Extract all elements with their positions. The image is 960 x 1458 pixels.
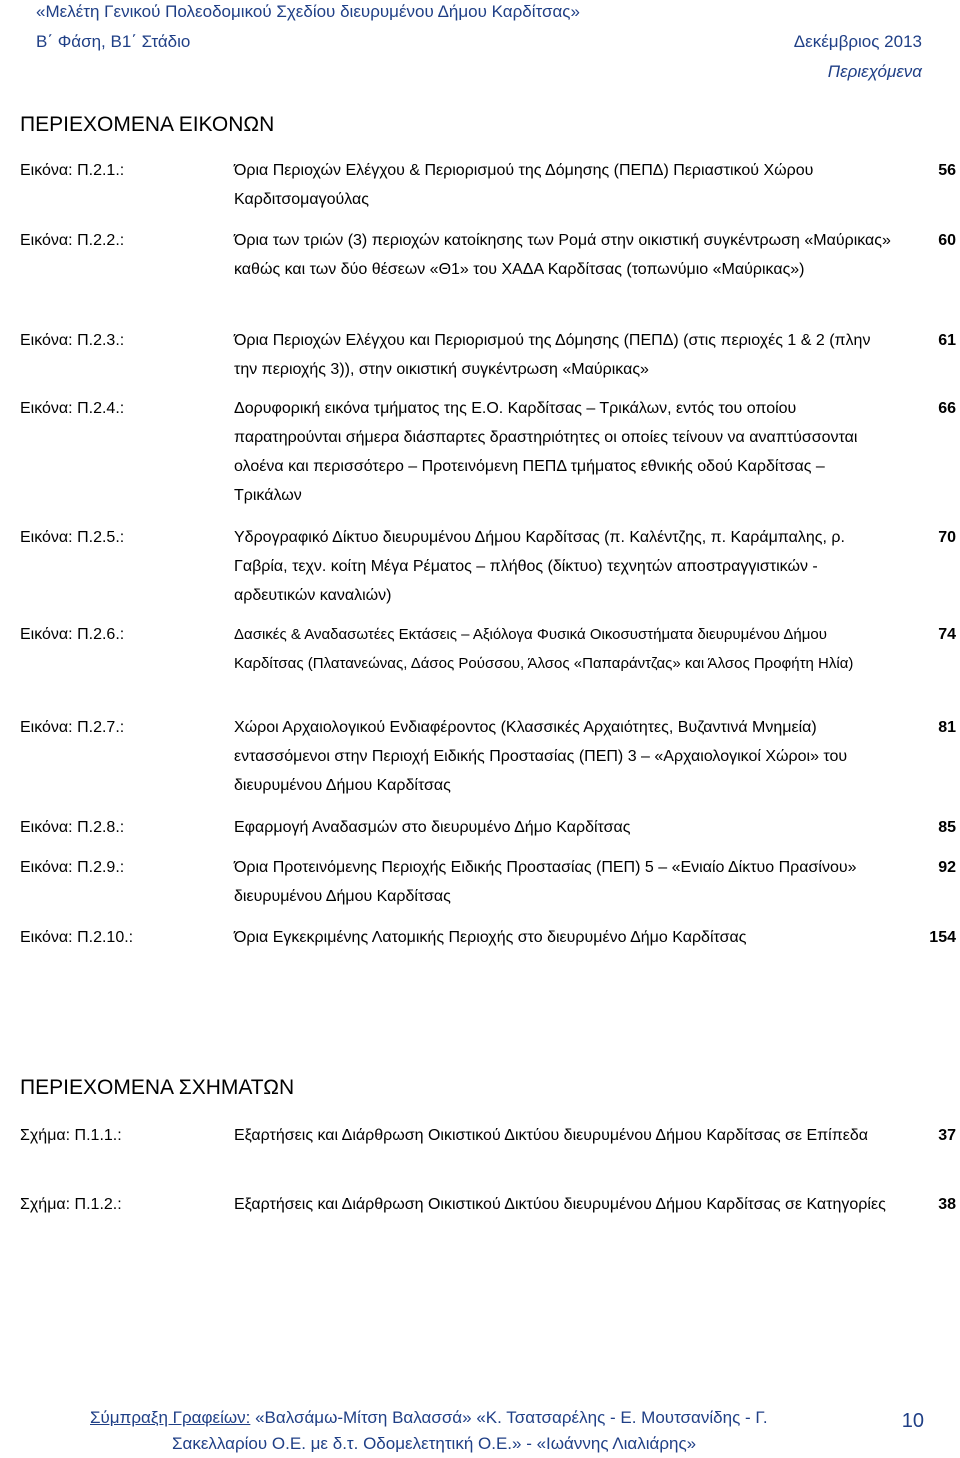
figure-label: Εικόνα: Π.2.10.:	[20, 929, 134, 946]
figure-page: 56	[938, 162, 956, 179]
figures-heading: ΠΕΡΙΕΧΟΜΕΝΑ ΕΙΚΟΝΩΝ	[20, 113, 275, 136]
footer-prefix: Σύμπραξη Γραφείων:	[90, 1408, 251, 1427]
figure-page: 85	[938, 819, 956, 836]
figure-label: Εικόνα: Π.2.1.:	[20, 162, 125, 179]
figure-label: Εικόνα: Π.2.7.:	[20, 719, 125, 736]
figure-title: Δορυφορική εικόνα τμήματος της Ε.Ο. Καρδίτσας – Τρικάλων, εντός του οποίου παρατηρούνται σήμερα διάσπαρτες δραστηριότητες οι οποίες τείνουν να αναπτύσσονται ολοένα και περισσότερο – Προτεινόμενη ΠΕΠΔ τμήματος εθνικής οδού Καρδίτσας – Τρικάλων	[234, 400, 858, 504]
footer-partners-2: Σακελλαρίου Ο.Ε. με δ.τ. Οδομελετητική Ο.Ε.» - «Ιωάννης Λιαλιάρης»	[172, 1434, 697, 1453]
figure-page: 60	[938, 232, 956, 249]
figure-page: 70	[938, 529, 956, 546]
figure-title: Όρια Προτεινόμενης Περιοχής Ειδικής Προστασίας (ΠΕΠ) 5 – «Ενιαίο Δίκτυο Πρασίνου» διευρυμένου Δήμου Καρδίτσας	[234, 859, 857, 905]
scheme-label: Σχήμα: Π.1.1.:	[20, 1127, 122, 1144]
scheme-label: Σχήμα: Π.1.2.:	[20, 1196, 122, 1213]
figure-label: Εικόνα: Π.2.2.:	[20, 232, 125, 249]
figure-page: 154	[929, 929, 956, 946]
schemes-heading: ΠΕΡΙΕΧΟΜΕΝΑ ΣΧΗΜΑΤΩΝ	[20, 1076, 295, 1099]
figure-title: Όρια των τριών (3) περιοχών κατοίκησης των Ρομά στην οικιστική συγκέντρωση «Μαύρικας» καθώς και των δύο θέσεων «Θ1» του ΧΑΔΑ Καρδίτσας (τοπωνύμιο «Μαύρικας»)	[234, 232, 891, 278]
figure-title: Δασικές & Αναδασωτέες Εκτάσεις – Αξιόλογα Φυσικά Οικοσυστήματα διευρυμένου Δήμου Καρδίτσας (Πλατανεώνας, Δάσος Ρούσσου, Άλσος «Παπαράντζας» και Άλσος Προφήτη Ηλία)	[234, 626, 854, 672]
figure-label: Εικόνα: Π.2.4.:	[20, 400, 125, 417]
figure-label: Εικόνα: Π.2.8.:	[20, 819, 125, 836]
figure-label: Εικόνα: Π.2.9.:	[20, 859, 125, 876]
header-phase: Β΄ Φάση, Β1΄ Στάδιο	[36, 32, 191, 51]
footer-partners-1: «Βαλσάμω-Μίτση Βαλασσά» «Κ. Τσατσαρέλης - Ε. Μουτσανίδης - Γ.	[255, 1408, 768, 1427]
figure-title: Όρια Περιοχών Ελέγχου και Περιορισμού της Δόμησης (ΠΕΠΔ) (στις περιοχές 1 & 2 (πλην την περιοχής 3)), στην οικιστική συγκέντρωση «Μαύρικας»	[234, 332, 871, 378]
header-date: Δεκέμβριος 2013	[793, 32, 922, 51]
header-meta-row	[36, 32, 922, 52]
figure-title: Υδρογραφικό Δίκτυο διευρυμένου Δήμου Καρδίτσας (π. Καλέντζης, π. Καράμπαλης, ρ. Γαβρία, τεχν. κοίτη Μέγα Ρέματος – πλήθος (δίκτυο) τεχνητών αποστραγγιστικών - αρδευτικών καναλιών)	[234, 529, 845, 604]
figure-title: Όρια Περιοχών Ελέγχου & Περιορισμού της Δόμησης (ΠΕΠΔ) Περιαστικού Χώρου Καρδιτσομαγούλας	[234, 162, 814, 208]
figure-label: Εικόνα: Π.2.3.:	[20, 332, 125, 349]
figure-page: 66	[938, 400, 956, 417]
figure-label: Εικόνα: Π.2.5.:	[20, 529, 125, 546]
header-doc-title: «Μελέτη Γενικού Πολεοδομικού Σχεδίου διευρυμένου Δήμου Καρδίτσας»	[36, 2, 580, 21]
figure-label: Εικόνα: Π.2.6.:	[20, 626, 125, 643]
figure-title: Εφαρμογή Αναδασμών στο διευρυμένο Δήμο Καρδίτσας	[234, 819, 631, 836]
footer-page-number: 10	[901, 1410, 924, 1432]
figure-title: Όρια Εγκεκριμένης Λατομικής Περιοχής στο διευρυμένο Δήμο Καρδίτσας	[234, 929, 747, 946]
figure-page: 61	[938, 332, 956, 349]
scheme-title: Εξαρτήσεις και Διάρθρωση Οικιστικού Δικτύου διευρυμένου Δήμου Καρδίτσας σε Κατηγορίες	[234, 1196, 886, 1213]
scheme-page: 38	[938, 1196, 956, 1213]
scheme-title: Εξαρτήσεις και Διάρθρωση Οικιστικού Δικτύου διευρυμένου Δήμου Καρδίτσας σε Επίπεδα	[234, 1127, 869, 1144]
scheme-page: 37	[938, 1127, 956, 1144]
figure-page: 81	[938, 719, 956, 736]
footer-line-1	[90, 1408, 768, 1428]
figure-page: 92	[938, 859, 956, 876]
figure-page: 74	[938, 626, 956, 643]
header-section: Περιεχόμενα	[827, 62, 922, 81]
figure-title: Χώροι Αρχαιολογικού Ενδιαφέροντος (Κλασσικές Αρχαιότητες, Βυζαντινά Μνημεία) εντασσόμενοι στην Περιοχή Ειδικής Προστασίας (ΠΕΠ) 3 – «Αρχαιολογικοί Χώροι» του διευρυμένου Δήμου Καρδίτσας	[234, 719, 848, 794]
